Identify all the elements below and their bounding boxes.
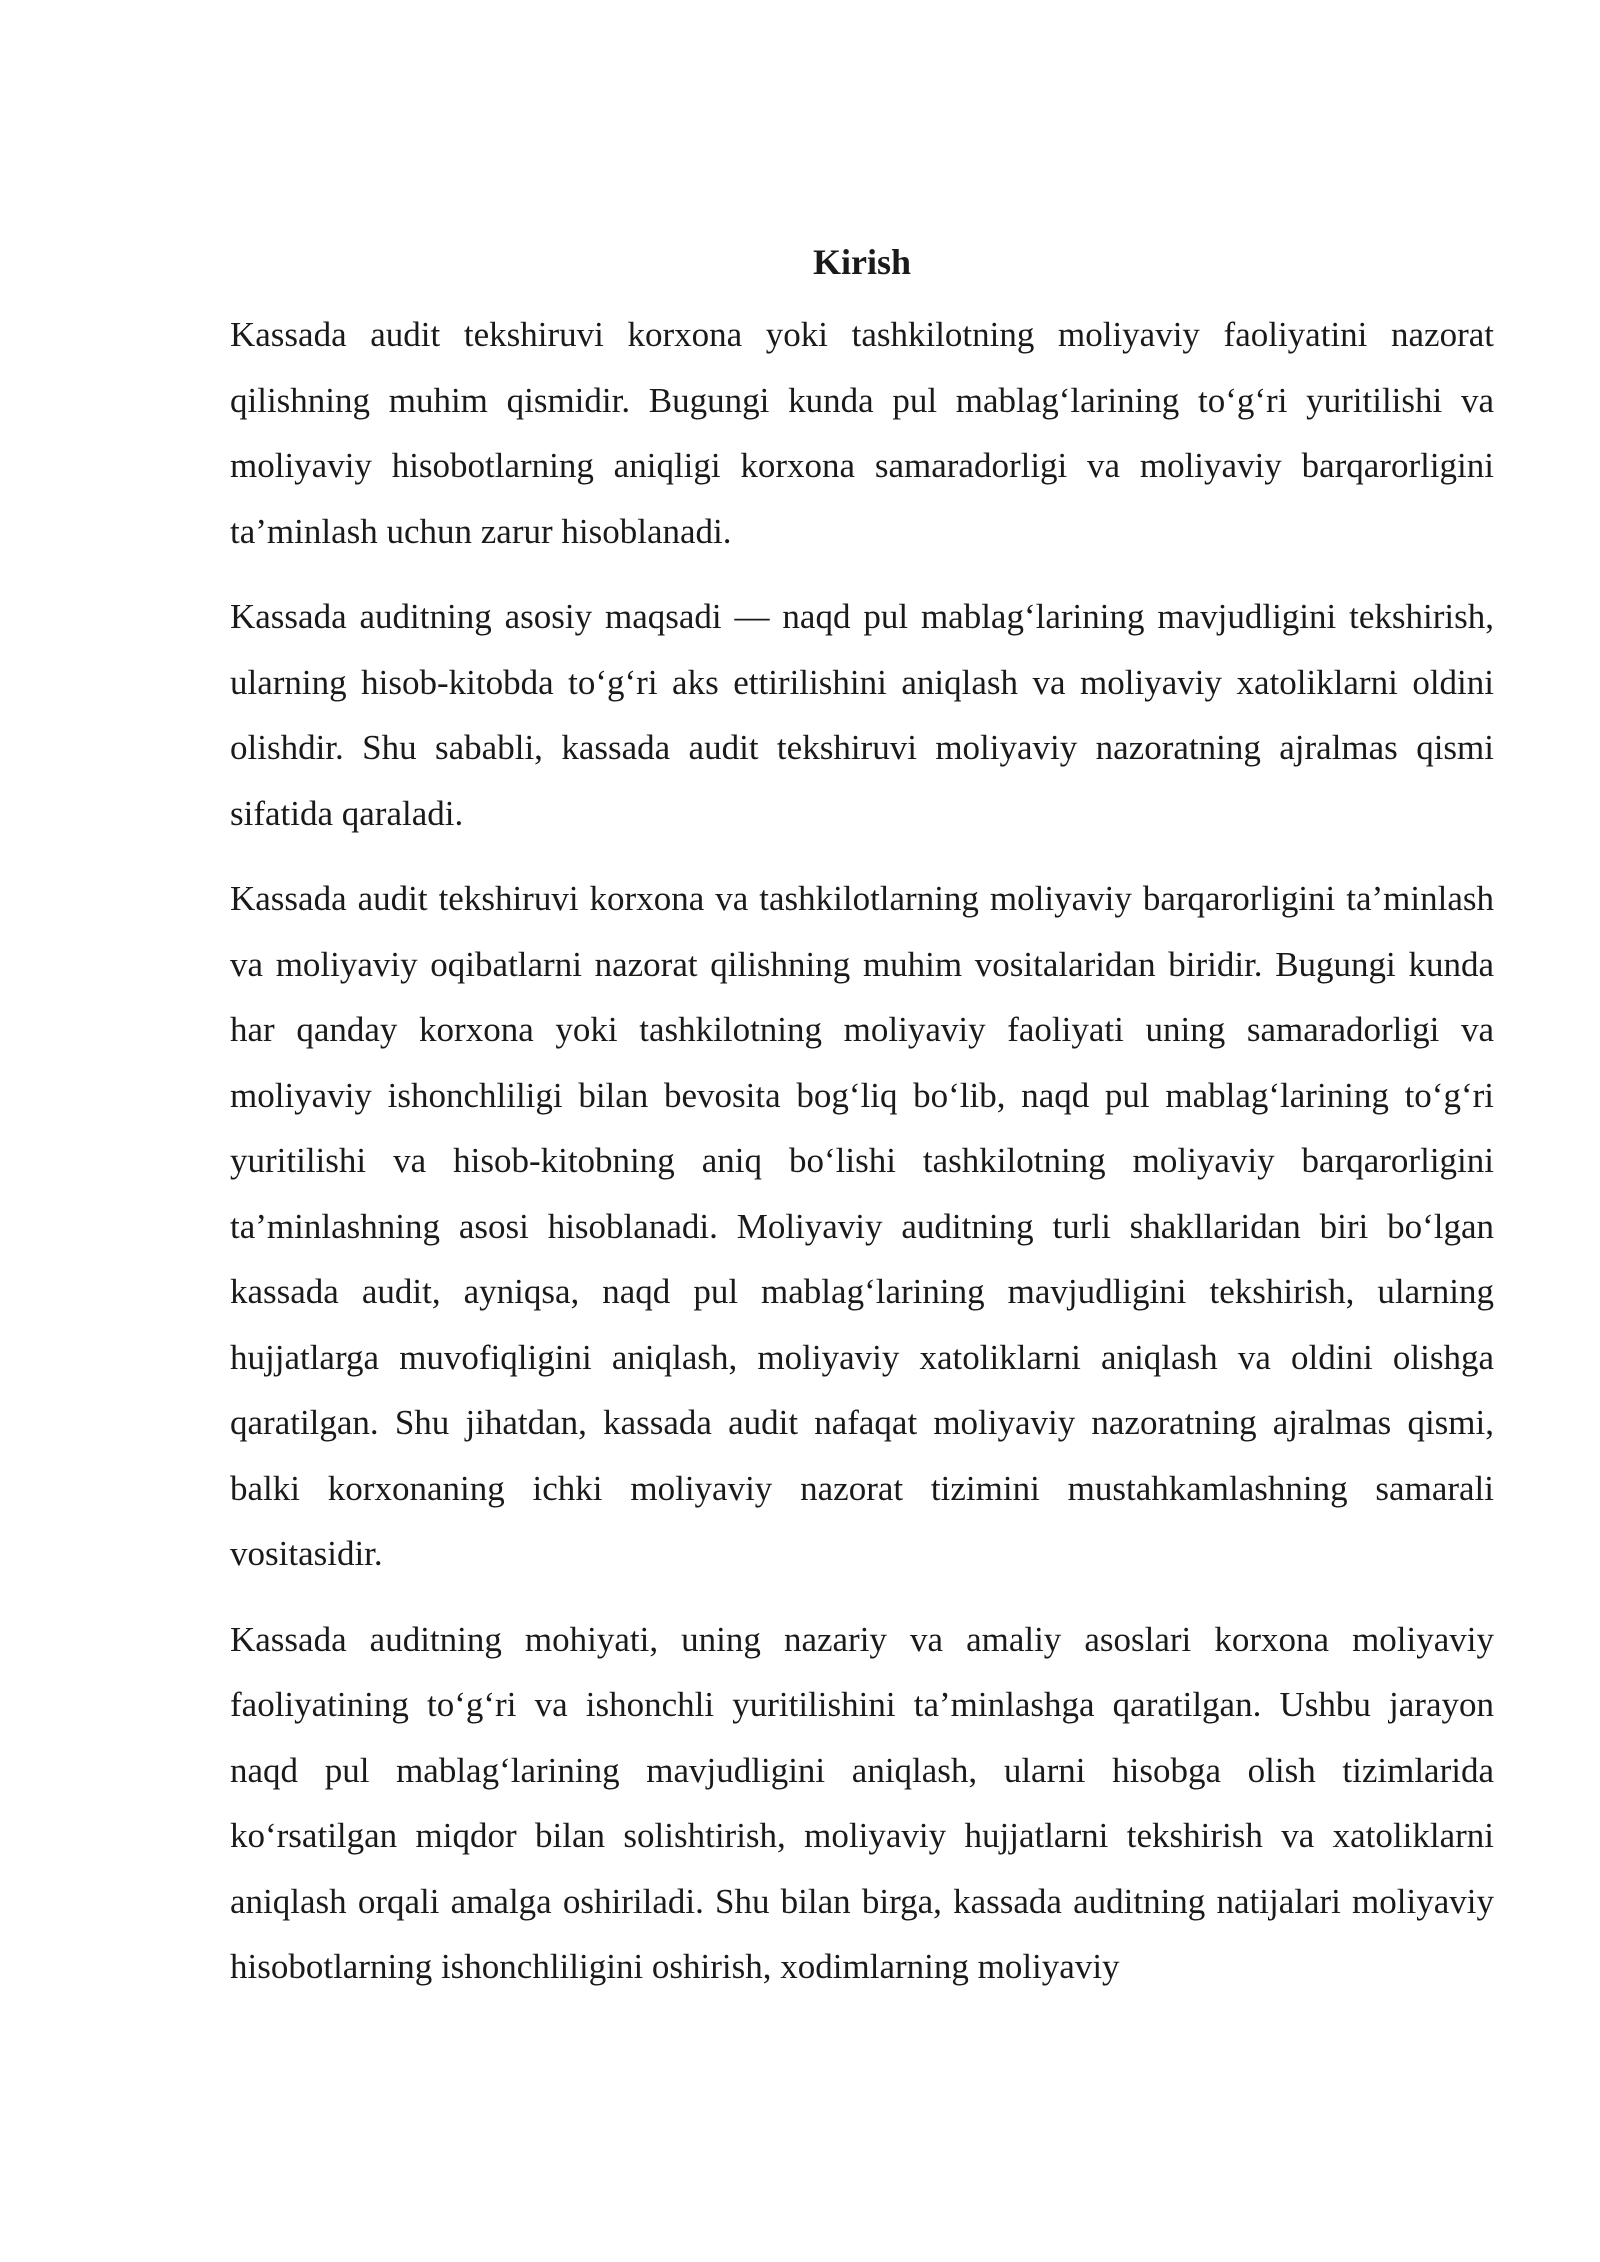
page-title: Kirish xyxy=(812,242,911,282)
paragraph-4: Kassada auditning mohiyati, uning nazariy va amaliy asoslari korxona moliyaviy faoliyatining to‘g‘ri va ishonchli yuritilishini ta’minlashga qaratilgan. Ushbu jarayon naqd pul mablag‘larining mavjudligini aniqlash, ularni hisobga olish tizimlarida ko‘rsatilgan miqdor bilan solishtirish, moliyaviy hujjatlarni tekshirish va xatoliklarni aniqlash orqali amalga oshiriladi. Shu bilan birga, kassada auditning natijalari moliyaviy hisobotlarning ishonchliligini oshirish, xodimlarning moliyaviy xyxy=(230,1619,1494,1986)
paragraph-2: Kassada auditning asosiy maqsadi — naqd pul mablag‘larining mavjudligini tekshirish, ularning hisob-kitobda to‘g‘ri aks ettirilishini aniqlash va moliyaviy xatoliklarni oldini olishdir. Shu sababli, kassada audit tekshiruvi moliyaviy nazoratning ajralmas qismi sifatida qaraladi. xyxy=(230,597,1494,833)
paragraph-1: Kassada audit tekshiruvi korxona yoki tashkilotning moliyaviy faoliyatini nazorat qilishning muhim qismidir. Bugungi kunda pul mablag‘larining to‘g‘ri yuritilishi va moliyaviy hisobotlarning aniqligi korxona samaradorligi va moliyaviy barqarorligini ta’minlash uchun zarur hisoblanadi. xyxy=(230,315,1494,551)
paragraph-3: Kassada audit tekshiruvi korxona va tashkilotlarning moliyaviy barqarorligini ta’minlash va moliyaviy oqibatlarni nazorat qilishning muhim vositalaridan biridir. Bugungi kunda har qanday korxona yoki tashkilotning moliyaviy faoliyati uning samaradorligi va moliyaviy ishonchliligi bilan bevosita bog‘liq bo‘lib, naqd pul mablag‘larining to‘g‘ri yuritilishi va hisob-kitobning aniq bo‘lishi tashkilotning moliyaviy barqarorligini ta’minlashning asosi hisoblanadi. Moliyaviy auditning turli shakllaridan biri bo‘lgan kassada audit, ayniqsa, naqd pul mablag‘larining mavjudligini tekshirish, ularning hujjatlarga muvofiqligini aniqlash, moliyaviy xatoliklarni aniqlash va oldini olishga qaratilgan. Shu jihatdan, kassada audit nafaqat moliyaviy nazoratning ajralmas qismi, balki korxonaning ichki moliyaviy nazorat tizimini mustahkamlashning samarali vositasidir. xyxy=(230,879,1494,1573)
document-body xyxy=(230,232,1494,2020)
